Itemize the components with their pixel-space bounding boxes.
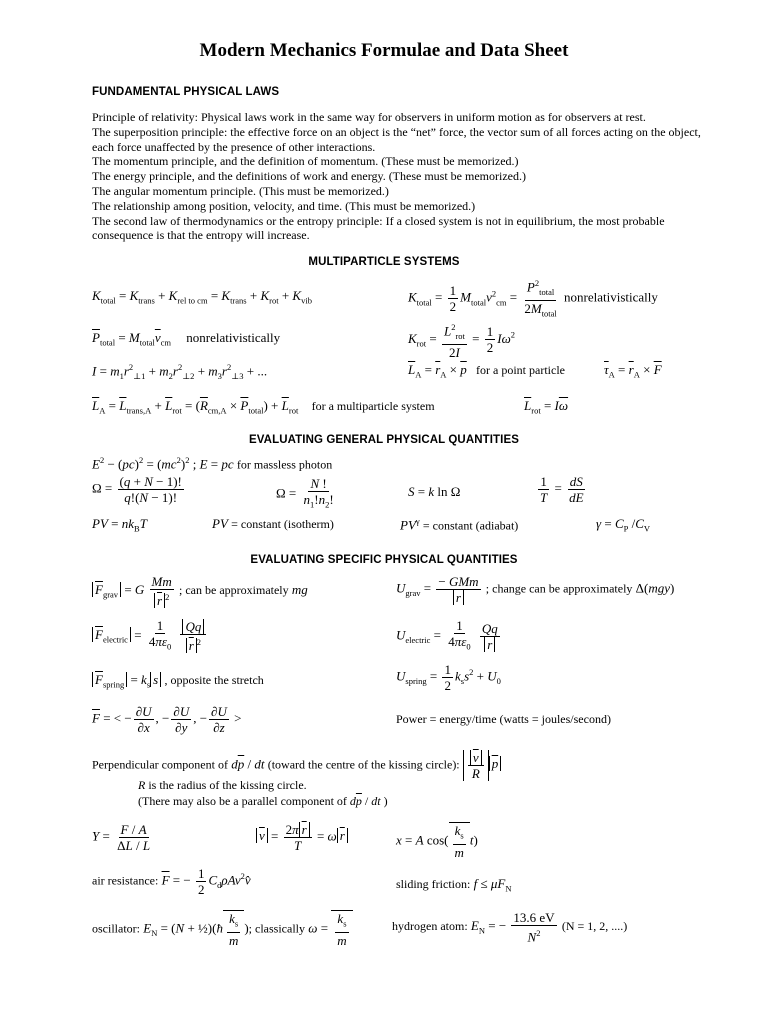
formula-omega-einstein-solid: Ω = $\frac{(q + N - 1)!}{q!(N - 1)!}$: [92, 474, 182, 505]
hydrogen-ground-energy: 13.6 eV: [513, 910, 555, 925]
formula-kinetic-energy-cm: $K_{total}$ = $\frac{1}{2}$ $M_{total}v^2_{cm}$ = $\frac{P^2_{total}}{2M_{total}}$ nonrelativistically: [408, 278, 658, 319]
note-hydrogen: hydrogen atom:: [392, 919, 468, 934]
section-heading-multiparticle: MULTIPARTICLE SYSTEMS: [308, 256, 460, 268]
formula-air-resistance: air resistance: $\overline{F}$ = − $\frac{1}{2}$ $C_d\rho Av^2v̂$: [92, 866, 251, 897]
formula-gravitational-force: $\overline{F}_{grav} = G$ $\frac{Mm}{\overline{r} ^2}$ ; can be approximately mg: [92, 574, 308, 608]
law-item: The momentum principle, and the definition of momentum. (These must be memorized.): [92, 154, 519, 169]
section-heading-general: EVALUATING GENERAL PHYSICAL QUANTITIES: [248, 434, 520, 446]
formula-rotational-angular-momentum: $\overline{L}_{rot} = I\overline{\omega}$: [524, 398, 569, 416]
page-title: Modern Mechanics Formulae and Data Sheet: [199, 40, 569, 61]
formula-rotational-energy: $K_{rot}$ = $\frac{L^2_{rot}}{2I}$ = $\frac{1}{2}$ $I\omega^2$: [408, 322, 516, 360]
note-nonrelativistically: nonrelativistically: [564, 289, 658, 305]
note-air: air resistance:: [92, 873, 159, 888]
formula-force-gradient: $\overline{F}$ = < − $\frac{\partial U}{\partial x}$ , − $\frac{\partial U}{\partial y}$ , − $\frac{\partial U}{\partial z}$ >: [92, 704, 242, 735]
note-nonrelativistically: nonrelativistically: [186, 330, 281, 345]
formula-spring-energy: $U_{spring}$ = $\frac{1}{2}$ $k_ss^2 + U_0$: [396, 662, 501, 693]
law-item: The second law of thermodynamics or the entropy principle: If a closed system is not in equilibrium, the most probable consequence is that the entropy will increase.: [92, 213, 665, 243]
note-grav-approx: ; can be approximately: [179, 583, 289, 598]
formula-electric-force: $\overline{F}_{electric}$ = $\frac{1}{4\pi\varepsilon_0}$ $\frac{Qq}{\overline{r} ^2}$: [92, 618, 208, 655]
formula-entropy: S = k ln Ω: [408, 484, 461, 499]
note-sliding: sliding friction:: [396, 877, 471, 891]
note-point-particle: for a point particle: [476, 363, 565, 377]
note-perpendicular-toward: (toward the centre of the kissing circle):: [267, 757, 460, 772]
formula-kinetic-energy-total: $K_{total} = K_{trans} + K_{rel to cm} = K_{trans} + K_{rot} + K_{vib}$: [92, 288, 312, 306]
section-heading-specific: EVALUATING SPECIFIC PHYSICAL QUANTITIES: [250, 554, 518, 566]
note-grav-change: ; change can be approximately: [485, 581, 633, 596]
note-adiabat: = constant (adiabat): [422, 518, 519, 533]
formula-electric-energy: $U_{electric}$ = $\frac{1}{4\pi\varepsilon_0}$ $\frac{Qq}{r}$: [396, 618, 498, 652]
law-item: Principle of relativity: Physical laws work in the same way for observers in uniform motion as for observers at rest.: [92, 110, 646, 124]
formula-energy-momentum: $E^2 - (pc)^2 = (mc^2)^2$ ; E = pc for massless photon: [92, 455, 333, 472]
note-parallel-component: (There may also be a parallel component of $d\overline{p}$ / dt ): [138, 794, 388, 808]
formula-circular-speed: $\overline{v}$ = $\frac{2\pi \overline{r}}{T}$ = ω $\overline{r}$: [256, 822, 348, 853]
formula-omega-two-state: Ω = $\frac{N !}{n_1!n_2!}$: [276, 476, 334, 510]
note-oscillator: oscillator:: [92, 921, 140, 936]
formula-spring-force: $\overline{F}_{spring} = k_s$ s , opposite the stretch: [92, 672, 264, 690]
formula-gravitational-energy: $U_{grav}$ = $\frac{\text{− GMm}}{r}$ ; change can be approximately Δ(mgy): [396, 574, 675, 605]
note-multiparticle-system: for a multiparticle system: [311, 399, 435, 413]
note-power: Power = energy/time (watts = joules/second): [396, 712, 611, 726]
formula-hydrogen-energy: hydrogen atom: $E_N$ = − $\frac{13.6 eV}{N^2}$ (N = 1, 2, ....): [392, 910, 628, 945]
formula-ideal-gas: PV = $nk_BT$: [92, 516, 147, 534]
note-kissing-radius-text: is the radius of the kissing circle.: [148, 778, 307, 792]
law-item: The relationship among position, velocity, and time. (This must be memorized.): [92, 198, 476, 213]
note-massless-photon: for massless photon: [236, 457, 333, 472]
law-item: The energy principle, and the definitions of work and energy. (These must be memorized.): [92, 169, 526, 184]
law-item: The superposition principle: the effective force on an object is the “net” force, the vector sum of all forces acting on the object, each force unaffected by the presence of other interactions.: [92, 124, 701, 154]
note-parallel-text: (There may also be a parallel component of: [138, 794, 347, 808]
formula-gamma: $\gamma = C_P$ $/C_V$: [596, 516, 651, 534]
laws-list: [92, 110, 712, 243]
note-spring: , opposite the stretch: [164, 673, 264, 687]
formula-adiabat: $PV^\gamma$ = constant (adiabat): [400, 516, 519, 533]
note-kissing-radius: R is the radius of the kissing circle.: [138, 778, 307, 792]
formula-perpendicular-component: Perpendicular component of $d\overline{p}$ / dt (toward the centre of the kissing circle): $\frac{\overline{v}}{R}$ $\overline{p}$: [92, 750, 501, 781]
formula-harmonic-position: x = A cos( $\frac{k_s}{m}$ t): [396, 823, 478, 860]
note-hydrogen-n: (N = 1, 2, ....): [561, 919, 628, 934]
note-isotherm: = constant (isotherm): [231, 517, 334, 531]
formula-torque: $\overline{\tau}_A = \overline{r}_A \times \overline{F}$: [604, 362, 662, 380]
law-item: The angular momentum principle. (This must be memorized.): [92, 183, 389, 198]
note-perpendicular: Perpendicular component of: [92, 757, 228, 772]
formula-moment-of-inertia: $I = m_1r^2_{\perp 1} + m_2r^2_{\perp 2} + m_3r^2_{\perp 3}$ + ...: [92, 362, 268, 381]
formula-angular-momentum-point: $\overline{L}_A = \overline{r}_A \times \overline{p}$ for a point particle: [408, 362, 565, 380]
formula-sliding-friction: sliding friction: $f \le \mu F_N$: [396, 876, 512, 894]
formula-youngs-modulus: Y = $\frac{F / A}{\Delta L / L}$: [92, 822, 151, 853]
formula-momentum-total: $\overline{P}_{total} = M_{total}\overline{v}_{cm}$ nonrelativistically: [92, 330, 281, 348]
formula-isotherm: PV = constant (isotherm): [212, 516, 334, 531]
note-classically: ; classically: [248, 921, 305, 936]
formula-temperature: $\frac{1}{T}$ = $\frac{dS}{dE}$: [540, 474, 584, 505]
section-heading-fundamental: FUNDAMENTAL PHYSICAL LAWS: [92, 86, 280, 98]
formula-quantum-oscillator: oscillator: $E_N = (N$ + ½)(ħ $\frac{k_s}{m}$ ); classically ω = $\frac{k_s}{m}$: [92, 910, 353, 948]
formula-angular-momentum-system: $\overline{L}_A = \overline{L}_{trans,A} + \overline{L}_{rot} = (\overline{R}_{cm,A} \times \overline{P}_{total}) + \overline{L}_{rot}$ for a multiparticle system: [92, 398, 435, 416]
